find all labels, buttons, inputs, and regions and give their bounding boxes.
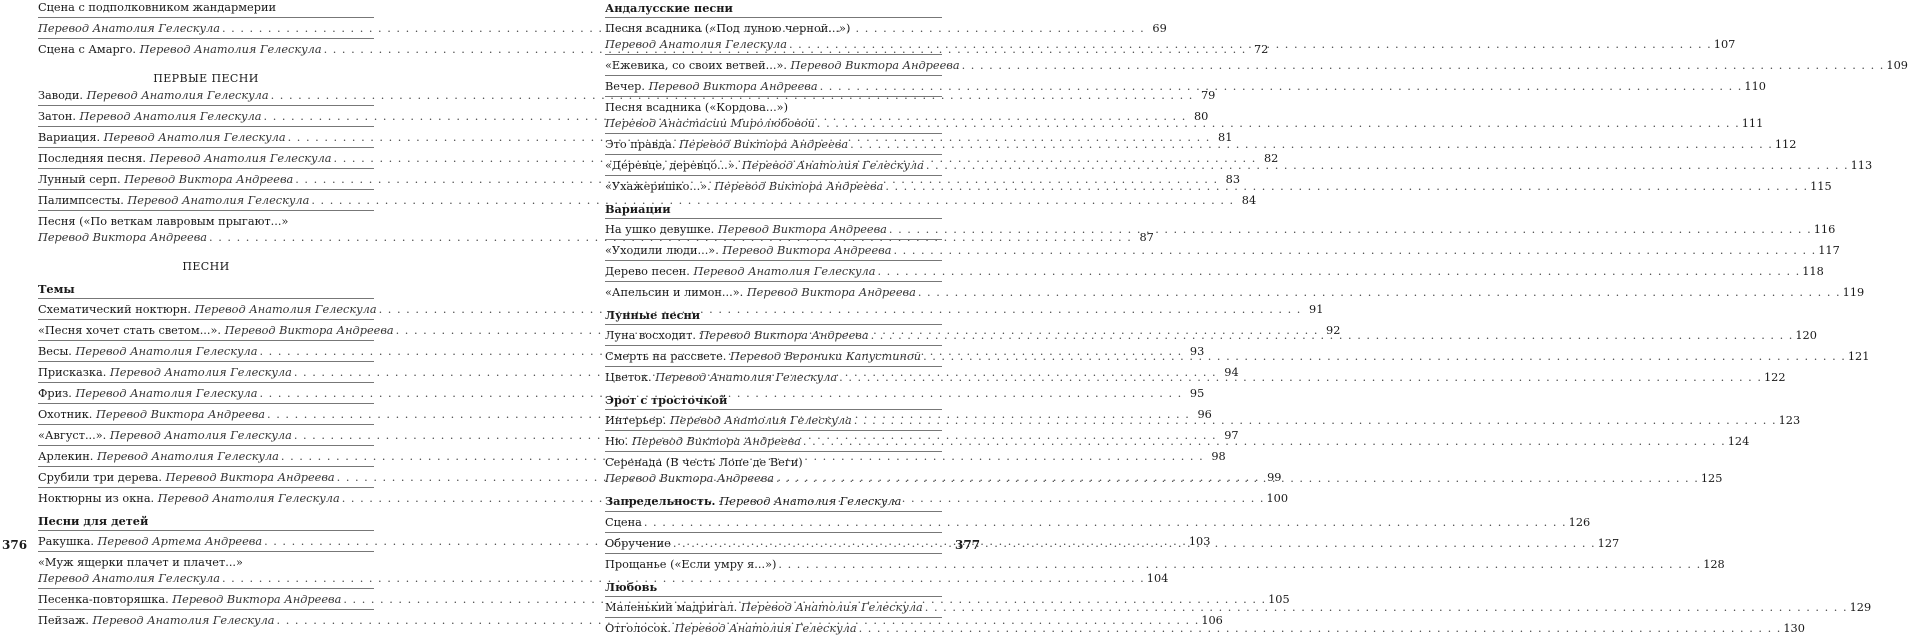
entry-translator: Перевод Виктора Андреева [631, 435, 801, 448]
entry-text [605, 600, 923, 616]
divider [605, 54, 942, 55]
dot-leader [673, 536, 1596, 552]
entry-title: «Ухажеришко...». [605, 180, 711, 193]
entry-page: 94 [1224, 366, 1239, 379]
divider [605, 218, 942, 219]
entry-page: 95 [1189, 387, 1205, 400]
divider [38, 466, 374, 467]
dot-leader [889, 222, 1812, 238]
entry-page: 126 [1568, 516, 1591, 529]
divider [605, 366, 942, 367]
entry-title: Фриз. [38, 387, 72, 400]
dot-leader [817, 116, 1740, 132]
entry-title: Песенка-повторяшка. [38, 593, 169, 606]
entry-title: Интерьер. [605, 414, 667, 427]
entry-page: 81 [1218, 131, 1233, 144]
entry-translator: Перевод Виктора Андреева [679, 138, 849, 151]
subheading-lyubov: Любовь [605, 580, 658, 594]
entry-text [38, 302, 377, 318]
zapredel-title: Запредельность. [605, 494, 716, 508]
entry-page: 83 [1225, 173, 1241, 186]
divider [605, 553, 942, 554]
entry-text [38, 172, 293, 188]
dot-leader [778, 557, 1701, 573]
entry-text [38, 491, 340, 507]
entry-page: 129 [1849, 601, 1872, 614]
divider [38, 361, 374, 362]
entry-title: Присказка. [38, 366, 107, 379]
entry-title: Сцена с Амарго. [38, 43, 136, 56]
entry-translator: Перевод Анатолия Гелескула [103, 131, 286, 144]
toc-entry [605, 600, 1872, 616]
entry-title: Вечер. [605, 80, 645, 93]
entry-text [605, 536, 671, 552]
entry-translator: Перевод Анатолия Гелескула [669, 414, 852, 427]
entry-page: 97 [1224, 429, 1239, 442]
divider [38, 298, 374, 299]
section-heading-pesni: ПЕСНИ [182, 260, 230, 273]
dot-leader [789, 37, 1712, 53]
entry-title: «Ежевика, со своих ветвей...». [605, 59, 787, 72]
entry-title: Песня («По веткам лавровым прыгают...» [38, 215, 289, 228]
zapredel-translator: Перевод Анатолия Гелескула [719, 495, 902, 508]
entry-page: 87 [1139, 231, 1154, 244]
entry-title: Срубили три дерева. [38, 471, 162, 484]
entry-page: 110 [1744, 80, 1766, 93]
entry-page: 105 [1268, 593, 1290, 606]
divider [605, 451, 942, 452]
divider [605, 281, 942, 282]
entry-text [38, 151, 332, 167]
entry-translator: Перевод Виктора Андреева [699, 329, 869, 342]
divider [605, 324, 942, 325]
toc-entry [38, 0, 374, 16]
toc-entry [38, 88, 1216, 104]
page-number-left: 376 [2, 538, 28, 552]
divider [38, 210, 374, 211]
subheading-zapredel [605, 493, 942, 510]
divider [38, 445, 374, 446]
entry-page: 93 [1189, 345, 1205, 358]
entry-title: Ню. [605, 435, 629, 448]
entry-title: «Дéревце, деревцó...». [605, 159, 739, 172]
dot-leader [885, 179, 1808, 195]
entry-text [38, 407, 265, 423]
entry-page: 124 [1727, 435, 1750, 448]
entry-translator: Перевод Анатолия Гелескула [96, 450, 279, 463]
toc-entry [605, 621, 1805, 637]
entry-page: 122 [1763, 371, 1786, 384]
entry-page: 123 [1778, 414, 1801, 427]
entry-text [38, 109, 262, 125]
toc-entry [605, 515, 1591, 531]
toc-entry [38, 230, 1154, 246]
entry-text [38, 323, 394, 339]
entry-title: Заводи. [38, 89, 84, 102]
entry-translator: Перевод Анатолия Гелескула [674, 622, 857, 635]
entry-translator: Перевод Анатолия Гелескула [109, 429, 292, 442]
divider [605, 133, 942, 134]
dot-leader [871, 328, 1794, 344]
dot-leader [877, 264, 1800, 280]
toc-entry [605, 264, 1824, 280]
divider [38, 319, 374, 320]
entry-translator: Перевод Анатолия Гелескула [693, 265, 876, 278]
entry-translator: Перевод Виктора Андреева [224, 324, 394, 337]
entry-page: 120 [1795, 329, 1817, 342]
entry-translator: Перевод Анатолия Гелескула [79, 110, 262, 123]
divider [605, 409, 942, 410]
entry-title: Охотник. [38, 408, 93, 421]
entry-translator: Перевод Анатолия Гелескула [86, 89, 269, 102]
entry-page: 92 [1326, 324, 1341, 337]
entry-text [38, 344, 257, 360]
entry-text [605, 285, 916, 301]
entry-title: Сцена [605, 516, 642, 529]
entry-translator: Перевод Анатолия Гелескула [740, 601, 923, 614]
entry-translator: Перевод Анатолия Гелескула [38, 572, 220, 585]
entry-title: Отголосок. [605, 622, 671, 635]
divider [605, 260, 942, 261]
entry-text [38, 571, 220, 587]
divider [38, 588, 374, 589]
entry-title: «Уходили люди...». [605, 244, 719, 257]
entry-text [605, 413, 852, 429]
dot-leader [923, 349, 1846, 365]
toc-entry [605, 285, 1865, 301]
entry-translator: Перевод Анатолия Гелескула [75, 345, 258, 358]
entry-title: Палимпсесты. [38, 194, 124, 207]
divider [38, 17, 374, 18]
divider [605, 154, 942, 155]
entry-translator: Перевод Виктора Андреева [746, 286, 916, 299]
divider [38, 340, 374, 341]
entry-title: На ушко девушке. [605, 223, 715, 236]
entry-title: «Апельсин и лимон...». [605, 286, 744, 299]
entry-page: 109 [1886, 59, 1908, 72]
entry-text [38, 470, 335, 486]
entry-text [38, 592, 341, 608]
entry-page: 128 [1703, 558, 1725, 571]
entry-text [605, 158, 924, 174]
divider [605, 532, 942, 533]
divider [38, 189, 374, 190]
entry-text [38, 428, 292, 444]
divider [605, 430, 942, 431]
entry-translator: Перевод Артема Андреева [97, 535, 263, 548]
toc-entry [38, 42, 1269, 58]
entry-translator: Перевод Виктора Андреева [165, 471, 335, 484]
entry-page: 115 [1810, 180, 1832, 193]
entry-text [605, 179, 883, 195]
divider [605, 175, 942, 176]
entry-title: Ракушка. [38, 535, 94, 548]
dot-leader [925, 600, 1848, 616]
entry-text [605, 557, 776, 573]
entry-translator: Перевод Анатолия Гелескула [38, 22, 220, 35]
entry-page: 96 [1197, 408, 1212, 421]
dot-leader [962, 58, 1885, 74]
entry-translator: Перевод Виктора Андреева [38, 231, 208, 244]
entry-page: 80 [1193, 110, 1209, 123]
entry-translator: Перевод Виктора Андреева [605, 472, 775, 485]
entry-page: 103 [1188, 535, 1211, 548]
toc-entry [38, 470, 1282, 486]
entry-translator: Перевод Анатолия Гелескула [139, 43, 322, 56]
divider [38, 609, 374, 610]
entry-title: «Муж ящерки плачет и плачет...» [38, 556, 243, 569]
entry-text [605, 222, 887, 238]
dot-leader [926, 158, 1849, 174]
subheading-deti: Песни для детей [38, 514, 149, 528]
entry-page: 121 [1847, 350, 1870, 363]
entry-page: 111 [1741, 117, 1764, 130]
entry-title: Луна восходит. [605, 329, 696, 342]
entry-translator: Перевод Вероники Капустиной [729, 350, 922, 363]
dot-leader [854, 413, 1777, 429]
entry-title: Обручение [605, 537, 671, 550]
entry-translator: Перевод Анатолия Гелескула [741, 159, 924, 172]
entry-title: Песня всадника («Кордова...») [605, 101, 788, 114]
divider [38, 487, 374, 488]
andal-entries [605, 58, 1908, 95]
entry-translator: Перевод Виктора Андреева [96, 408, 266, 421]
entry-translator: Перевод Анатолия Гелескула [157, 492, 340, 505]
entry-text [38, 386, 257, 402]
divider [605, 239, 942, 240]
subheading-erot: Эрот с тросточкой [605, 393, 728, 407]
dot-leader [918, 285, 1841, 301]
entry-title: Затон. [38, 110, 76, 123]
entry-translator: Перевод Виктора Андреева [172, 593, 342, 606]
section-heading-pervye: ПЕРВЫЕ ПЕСНИ [153, 72, 259, 85]
entry-text [605, 515, 642, 531]
divider [605, 617, 942, 618]
entry-page: 72 [1253, 43, 1269, 56]
entry-translator: Перевод Анатолия Гелескула [194, 303, 377, 316]
entry-text [38, 88, 269, 104]
entry-title: «Песня хочет стать светом...». [38, 324, 221, 337]
entry-text [38, 21, 220, 37]
entry-title: Маленький мадригал. [605, 601, 738, 614]
subheading-lunnye: Лунные песни [605, 308, 701, 322]
entry-title: Весы. [38, 345, 72, 358]
entry-title: Схематический ноктюрн. [38, 303, 192, 316]
entry-translator: Перевод Виктора Андреева [714, 180, 884, 193]
entry-translator: Перевод Анатолия Гелескула [149, 152, 332, 165]
entry-title: Смерть на рассвете. [605, 350, 727, 363]
subheading-andal: Андалусские песни [605, 1, 733, 15]
entry-title: Арлекин. [38, 450, 94, 463]
entry-page: 84 [1241, 194, 1257, 207]
entry-page: 79 [1201, 89, 1216, 102]
divider [38, 403, 374, 404]
toc-entry [605, 243, 1840, 259]
divider [605, 511, 942, 512]
entry-title: «Август...». [38, 429, 107, 442]
entry-text [38, 42, 322, 58]
dot-leader [803, 434, 1726, 450]
entry-text [605, 37, 787, 53]
divider [38, 382, 374, 383]
entry-text [605, 79, 818, 95]
entry-translator: Перевод Анатолия Гелескула [75, 387, 258, 400]
divider [38, 38, 374, 39]
entry-text [605, 243, 891, 259]
entry-title: Последняя песня. [38, 152, 146, 165]
entry-text [38, 449, 279, 465]
entry-text [605, 116, 815, 132]
entry-page: 119 [1842, 286, 1865, 299]
entry-text [605, 471, 774, 487]
entry-title: Пейзаж. [38, 614, 89, 627]
entry-text [605, 370, 837, 386]
divider [605, 96, 942, 97]
entry-text [38, 534, 262, 550]
entry-text [605, 58, 960, 74]
entry-title: Лунный серп. [38, 173, 121, 186]
entry-title: Дерево песен. [605, 265, 690, 278]
entry-translator: Перевод Виктора Андреева [722, 244, 892, 257]
entry-translator: Перевод Анатолия Гелескула [92, 614, 275, 627]
divider [605, 596, 942, 597]
entry-text [38, 365, 292, 381]
entry-text [605, 328, 869, 344]
entry-page: 104 [1146, 572, 1169, 585]
entry-page: 112 [1774, 138, 1797, 151]
entry-translator: Перевод Анатолия Гелескула [605, 38, 787, 51]
dot-leader [850, 137, 1773, 153]
entry-text [605, 137, 848, 153]
entry-page: 107 [1713, 38, 1736, 51]
entry-text [38, 0, 276, 16]
dot-leader [859, 621, 1782, 637]
entry-page: 91 [1309, 303, 1324, 316]
page-number-right: 377 [955, 538, 981, 552]
divider [605, 17, 942, 18]
entry-translator: Перевод Виктора Андреева [717, 223, 887, 236]
entry-text [605, 349, 921, 365]
entry-text [38, 230, 207, 246]
entry-page: 100 [1266, 492, 1289, 505]
entry-text [38, 130, 286, 146]
entry-page: 117 [1818, 244, 1840, 257]
entry-title: Вариация. [38, 131, 101, 144]
subheading-variacii: Вариации [605, 202, 671, 216]
entry-page: 69 [1152, 22, 1167, 35]
entry-translator: Перевод Анатолия Гелескула [127, 194, 310, 207]
divider [38, 168, 374, 169]
entry-translator: Перевод Анатолия Гелескула [655, 371, 838, 384]
entry-page: 127 [1597, 537, 1620, 550]
entry-text [38, 613, 275, 629]
entry-page: 106 [1201, 614, 1223, 627]
toc-entry [605, 79, 1766, 95]
dot-leader [839, 370, 1762, 386]
entry-text [605, 434, 801, 450]
entry-page: 125 [1700, 472, 1723, 485]
dot-leader [893, 243, 1816, 259]
entry-title: Ноктюрны из окна. [38, 492, 155, 505]
divider [38, 424, 374, 425]
subheading-temy: Темы [38, 282, 75, 296]
entry-title: Цветок. [605, 371, 652, 384]
entry-translator: Перевод Анатолия Гелескула [109, 366, 292, 379]
entry-title: Сцена с подполковником жандармерии [38, 1, 277, 14]
divider [38, 105, 374, 106]
entry-page: 98 [1211, 450, 1226, 463]
toc-entry [605, 58, 1908, 74]
entry-page: 118 [1802, 265, 1824, 278]
dot-leader [820, 79, 1743, 95]
entry-text [38, 193, 309, 209]
divider [38, 147, 374, 148]
divider [38, 530, 374, 531]
entry-text [605, 264, 875, 280]
entry-page: 99 [1267, 471, 1282, 484]
entry-translator: Перевод Виктора Андреева [124, 173, 294, 186]
divider [605, 75, 942, 76]
entry-translator: Перевод Анастасии Миролюбовой [605, 117, 815, 130]
entry-title: Песня всадника («Под луною черной...») [605, 22, 851, 35]
toc-entry [605, 557, 1725, 573]
entry-page: 130 [1783, 622, 1805, 635]
entry-title: Это правда. [605, 138, 676, 151]
divider [38, 126, 374, 127]
entry-translator: Перевод Виктора Андреева [648, 80, 818, 93]
entry-title: Прощанье («Если умру я...») [605, 558, 777, 571]
entry-page: 82 [1263, 152, 1279, 165]
entry-translator: Перевод Виктора Андреева [790, 59, 960, 72]
dot-leader [644, 515, 1567, 531]
entry-text [605, 621, 857, 637]
dot-leader [776, 471, 1699, 487]
divider [38, 551, 374, 552]
entry-page: 113 [1850, 159, 1873, 172]
entry-page: 116 [1813, 223, 1836, 236]
entry-title: Серенада (В честь Лопе де Веги) [605, 456, 803, 469]
divider [605, 345, 942, 346]
